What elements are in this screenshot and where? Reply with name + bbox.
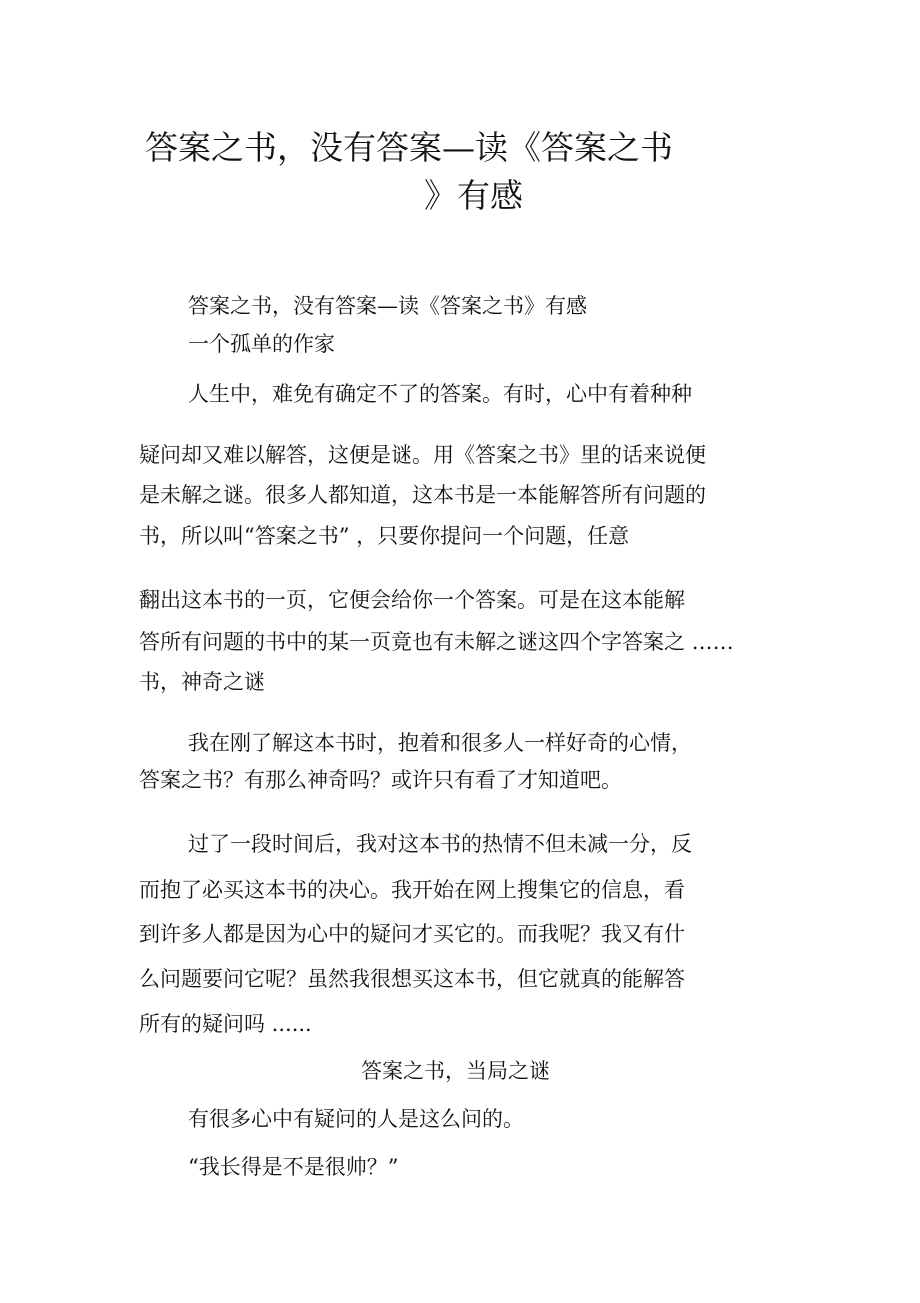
paragraph-line: 么问题要问它呢？虽然我很想买这本书，但它就真的能解答 (139, 967, 685, 991)
paragraph-line: 过了一段时间后，我对这本书的热情不但未减一分，反 (188, 832, 692, 856)
paragraph-line: 是未解之谜。很多人都知道，这本书是一本能解答所有问题的 (139, 483, 706, 507)
document-title (145, 124, 705, 220)
paragraph-line: 所有的疑问吗 ...... (139, 1012, 312, 1036)
section-heading: 答案之书，当局之谜 (361, 1059, 550, 1083)
paragraph-line: 书，所以叫“答案之书” ，只要你提问一个问题，任意 (139, 524, 630, 548)
author-line: 一个孤单的作家 (188, 332, 335, 356)
subtitle-line: 答案之书，没有答案—读《答案之书》有感 (188, 294, 587, 318)
quote-line: “我长得是不是很帅？” (188, 1155, 399, 1179)
paragraph-line: 人生中，难免有确定不了的答案。有时，心中有着种种 (188, 382, 692, 406)
paragraph-line: 我在刚了解这本书时，抱着和很多人一样好奇的心情， (188, 731, 692, 755)
title-line-2: 》有感 (424, 176, 523, 215)
paragraph-line: 书，神奇之谜 (139, 670, 265, 694)
paragraph-line: 有很多心中有疑问的人是这么问的。 (188, 1107, 524, 1131)
paragraph-line: 疑问却又难以解答，这便是谜。用《答案之书》里的话来说便 (139, 443, 706, 467)
paragraph-line: 翻出这本书的一页，它便会给你一个答案。可是在这本能解 (139, 588, 685, 612)
paragraph-line: 到许多人都是因为心中的疑问才买它的。而我呢？我又有什 (139, 922, 685, 946)
title-line-1: 答案之书，没有答案—读《答案之书 (145, 128, 673, 167)
paragraph-line: 而抱了必买这本书的决心。我开始在网上搜集它的信息，看 (139, 878, 685, 902)
paragraph-line: 答所有问题的书中的某一页竟也有未解之谜这四个字答案之 …… (139, 630, 734, 654)
paragraph-line: 答案之书？有那么神奇吗？或许只有看了才知道吧。 (139, 768, 622, 792)
